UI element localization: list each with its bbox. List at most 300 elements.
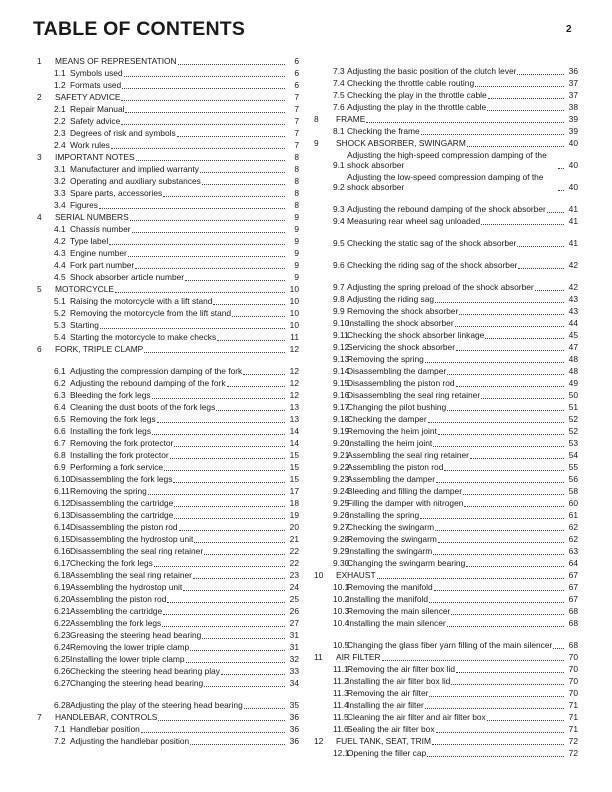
toc-entry-label <box>347 402 566 412</box>
dot-leader <box>227 385 285 387</box>
toc-section-entry[interactable] <box>314 437 578 449</box>
toc-entry-number: 6.8 <box>54 450 66 461</box>
toc-entry-label <box>347 414 566 424</box>
toc-entry-title: Changing the swingarm bearing <box>347 558 466 569</box>
toc-entry-title: Checking the damper <box>347 414 427 425</box>
toc-entry-number: 2.1 <box>54 104 66 115</box>
toc-section-entry[interactable] <box>314 747 578 759</box>
toc-section-entry[interactable] <box>314 377 578 389</box>
toc-section-entry[interactable] <box>37 67 299 79</box>
toc-section-entry[interactable] <box>37 653 299 665</box>
toc-entry-label <box>70 582 287 592</box>
toc-entry-label <box>70 378 287 388</box>
dot-leader <box>518 267 564 269</box>
toc-entry-title: Assembling the hydrostop unit <box>70 582 183 593</box>
toc-entry-title: Disassembling the damper <box>347 366 447 377</box>
toc-entry-title: Disassembling the seal ring retainer <box>347 390 481 401</box>
toc-entry-label <box>70 248 287 258</box>
dot-leader <box>435 301 564 303</box>
dot-leader <box>144 351 285 353</box>
toc-entry-page: 13 <box>289 402 299 413</box>
toc-entry-page: 42 <box>568 260 578 271</box>
toc-section-entry[interactable] <box>314 557 578 569</box>
toc-entry-number: 9.22 <box>333 462 350 473</box>
toc-section-entry[interactable] <box>37 389 299 401</box>
toc-chapter-entry[interactable] <box>37 343 299 355</box>
toc-section-entry[interactable] <box>314 629 578 651</box>
toc-entry-page: 52 <box>568 426 578 437</box>
toc-entry-title: Checking the throttle cable routing <box>347 78 475 89</box>
toc-section-entry[interactable] <box>314 723 578 735</box>
toc-entry-number: 9.4 <box>333 216 345 227</box>
toc-entry-number: 9 <box>314 138 319 149</box>
dot-leader <box>232 315 285 317</box>
toc-entry-number: 7.5 <box>333 90 345 101</box>
toc-section-entry[interactable] <box>37 593 299 605</box>
toc-section-entry[interactable] <box>314 533 578 545</box>
toc-section-entry[interactable] <box>314 425 578 437</box>
toc-entry-number: 2 <box>37 92 42 103</box>
toc-section-entry[interactable] <box>37 605 299 617</box>
toc-entry-page: 12 <box>289 378 299 389</box>
toc-entry-label <box>55 92 287 102</box>
toc-section-entry[interactable] <box>37 247 299 259</box>
toc-entry-label <box>336 138 566 148</box>
toc-section-entry[interactable] <box>314 341 578 353</box>
toc-section-entry[interactable] <box>37 259 299 271</box>
toc-section-entry[interactable] <box>37 127 299 139</box>
toc-entry-label <box>70 462 287 472</box>
toc-entry-title: Removing the fork legs <box>70 414 156 425</box>
toc-entry-number: 6.23 <box>54 630 71 641</box>
toc-section-entry[interactable] <box>314 449 578 461</box>
toc-section-entry[interactable] <box>314 497 578 509</box>
toc-entry-label <box>347 126 566 136</box>
toc-column-right <box>314 55 578 759</box>
toc-entry-page: 38 <box>568 102 578 113</box>
toc-entry-label <box>347 330 566 340</box>
toc-section-entry[interactable] <box>37 449 299 461</box>
toc-entry-label <box>347 510 566 520</box>
dot-leader <box>136 159 285 161</box>
toc-entry-label <box>347 522 566 532</box>
toc-section-entry[interactable] <box>314 711 578 723</box>
toc-section-entry[interactable] <box>37 139 299 151</box>
toc-section-entry[interactable] <box>314 55 578 77</box>
toc-section-entry[interactable] <box>37 509 299 521</box>
toc-section-entry[interactable] <box>37 331 299 343</box>
toc-entry-label <box>70 296 287 306</box>
toc-chapter-entry[interactable] <box>314 735 578 747</box>
toc-entry-page: 52 <box>568 414 578 425</box>
toc-entry-number: 6.2 <box>54 378 66 389</box>
dot-leader <box>438 541 564 543</box>
toc-entry-title: Removing the shock absorber <box>347 306 459 317</box>
dot-leader <box>185 279 285 281</box>
toc-section-entry[interactable] <box>37 79 299 91</box>
toc-entry-page: 64 <box>568 558 578 569</box>
toc-entry-number: 6.17 <box>54 558 71 569</box>
toc-entry-page: 8 <box>294 164 299 175</box>
toc-entry-number: 9.9 <box>333 306 345 317</box>
dot-leader <box>459 313 564 315</box>
toc-entry-title: Fork part number <box>70 260 135 271</box>
toc-section-entry[interactable] <box>314 675 578 687</box>
toc-entry-page: 36 <box>289 736 299 747</box>
toc-entry-page: 44 <box>568 318 578 329</box>
toc-chapter-entry[interactable] <box>37 283 299 295</box>
toc-section-entry[interactable] <box>314 171 578 193</box>
toc-entry-label <box>347 618 566 628</box>
toc-section-entry[interactable] <box>37 187 299 199</box>
toc-entry-page: 12 <box>289 390 299 401</box>
toc-entry-page: 22 <box>289 546 299 557</box>
toc-section-entry[interactable] <box>314 485 578 497</box>
toc-entry-title: Disassembling the hydrostop unit <box>70 534 194 545</box>
toc-section-entry[interactable] <box>37 677 299 689</box>
toc-section-entry[interactable] <box>314 353 578 365</box>
toc-entry-label <box>70 116 287 126</box>
toc-entry-label <box>347 318 566 328</box>
toc-entry-number: 9.8 <box>333 294 345 305</box>
toc-entry-page: 48 <box>568 366 578 377</box>
toc-entry-number: 1 <box>37 56 42 67</box>
toc-section-entry[interactable] <box>37 689 299 711</box>
toc-entry-number: 9.23 <box>333 474 350 485</box>
toc-section-entry[interactable] <box>37 485 299 497</box>
toc-entry-page: 56 <box>568 474 578 485</box>
toc-section-entry[interactable] <box>37 163 299 175</box>
dot-leader <box>190 743 285 745</box>
dot-leader <box>167 601 285 603</box>
toc-entry-number: 11.4 <box>333 700 349 711</box>
toc-entry-label <box>70 618 287 628</box>
dot-leader <box>243 373 285 375</box>
toc-entry-label <box>347 688 566 698</box>
toc-entry-label <box>70 128 287 138</box>
toc-entry-page: 19 <box>289 510 299 521</box>
toc-section-entry[interactable] <box>314 215 578 227</box>
toc-entry-number: 6.20 <box>54 594 71 605</box>
toc-entry-title: Adjusting the play in the throttle cable <box>347 102 487 113</box>
toc-entry-title: Engine number <box>70 248 127 259</box>
toc-entry-page: 68 <box>568 618 578 629</box>
toc-entry-label <box>347 462 566 472</box>
toc-entry-page: 15 <box>289 450 299 461</box>
toc-entry-label <box>70 474 287 484</box>
toc-entry-page: 42 <box>568 282 578 293</box>
toc-section-entry[interactable] <box>314 365 578 377</box>
toc-entry-page: 72 <box>568 748 578 759</box>
toc-chapter-entry[interactable] <box>37 151 299 163</box>
toc-section-entry[interactable] <box>314 581 578 593</box>
toc-entry-title: SHOCK ABSORBER, SWINGARM <box>336 138 466 149</box>
dot-leader <box>553 647 564 649</box>
toc-entry-label <box>347 426 566 436</box>
toc-section-entry[interactable] <box>314 125 578 137</box>
toc-entry-label <box>347 640 566 650</box>
toc-section-entry[interactable] <box>37 401 299 413</box>
toc-entry-page: 68 <box>568 606 578 617</box>
toc-entry-number: 12 <box>314 736 324 747</box>
toc-section-entry[interactable] <box>37 665 299 677</box>
toc-section-entry[interactable] <box>37 569 299 581</box>
toc-entry-title: Spare parts, accessories <box>70 188 163 199</box>
toc-entry-title: Removing the spring <box>347 354 424 365</box>
toc-section-entry[interactable] <box>314 77 578 89</box>
toc-entry-page: 9 <box>294 212 299 223</box>
toc-section-entry[interactable] <box>37 115 299 127</box>
toc-entry-page: 17 <box>289 486 299 497</box>
toc-entry-label <box>70 140 287 150</box>
toc-chapter-entry[interactable] <box>314 569 578 581</box>
toc-entry-title: Installing the air filter <box>347 700 424 711</box>
toc-entry-title: Opening the filler cap <box>347 748 427 759</box>
toc-section-entry[interactable] <box>37 425 299 437</box>
toc-entry-number: 6.1 <box>54 366 66 377</box>
toc-entry-number: 11.2 <box>333 676 349 687</box>
toc-section-entry[interactable] <box>37 271 299 283</box>
toc-entry-title: Checking the steering head bearing play <box>70 666 220 677</box>
dot-leader <box>366 121 564 123</box>
toc-section-entry[interactable] <box>37 581 299 593</box>
toc-section-entry[interactable] <box>314 545 578 557</box>
toc-entry-title: Disassembling the cartridge <box>70 510 174 521</box>
toc-section-entry[interactable] <box>314 293 578 305</box>
toc-chapter-entry[interactable] <box>314 137 578 149</box>
dot-leader <box>456 385 564 387</box>
toc-section-entry[interactable] <box>37 545 299 557</box>
dot-leader <box>455 325 564 327</box>
dot-leader <box>432 743 564 745</box>
toc-entry-title: Adjusting the play of the steering head bearing <box>70 700 243 711</box>
toc-section-entry[interactable] <box>37 377 299 389</box>
toc-entry-title: Installing the swingarm <box>347 546 433 557</box>
toc-entry-label <box>347 606 566 616</box>
toc-entry-title: Manufacturer and implied warranty <box>70 164 199 175</box>
toc-section-entry[interactable] <box>37 199 299 211</box>
toc-entry-number: 6.21 <box>54 606 71 617</box>
toc-entry-label <box>347 90 566 100</box>
toc-entry-label <box>70 366 287 376</box>
toc-entry-page: 36 <box>568 66 578 77</box>
toc-entry-label <box>70 534 287 544</box>
toc-entry-number: 9.2 <box>333 182 345 193</box>
toc-chapter-entry[interactable] <box>37 91 299 103</box>
toc-section-entry[interactable] <box>37 437 299 449</box>
toc-entry-label <box>70 260 287 270</box>
toc-section-entry[interactable] <box>37 175 299 187</box>
toc-section-entry[interactable] <box>314 473 578 485</box>
toc-entry-page: 50 <box>568 390 578 401</box>
dot-leader <box>100 327 285 329</box>
toc-entry-title: Adjusting the spring preload of the shock absorber <box>347 282 534 293</box>
toc-section-entry[interactable] <box>37 641 299 653</box>
dot-leader <box>558 189 564 191</box>
toc-entry-number: 7.3 <box>333 66 345 77</box>
toc-entry-label <box>70 104 287 114</box>
toc-entry-title: Assembling the seal ring retainer <box>70 570 192 581</box>
dot-leader <box>475 85 564 87</box>
toc-section-entry[interactable] <box>37 103 299 115</box>
toc-section-entry[interactable] <box>37 557 299 569</box>
toc-section-entry[interactable] <box>37 629 299 641</box>
toc-section-entry[interactable] <box>314 509 578 521</box>
toc-entry-page: 39 <box>568 114 578 125</box>
dot-leader <box>111 147 285 149</box>
toc-entry-page: 21 <box>289 534 299 545</box>
toc-section-entry[interactable] <box>314 521 578 533</box>
toc-section-entry[interactable] <box>314 101 578 113</box>
toc-entry-label <box>347 546 566 556</box>
toc-entry-title: Figures <box>70 200 98 211</box>
toc-entry-label <box>347 354 566 364</box>
dot-leader <box>213 303 285 305</box>
toc-entry-label <box>70 510 287 520</box>
toc-entry-number: 4.5 <box>54 272 66 283</box>
toc-entry-number: 3.4 <box>54 200 66 211</box>
toc-entry-title: Filling the damper with nitrogen <box>347 498 464 509</box>
toc-section-entry[interactable] <box>37 235 299 247</box>
toc-section-entry[interactable] <box>37 413 299 425</box>
toc-entry-label <box>347 558 566 568</box>
toc-entry-label <box>55 712 287 722</box>
toc-section-entry[interactable] <box>37 473 299 485</box>
toc-section-entry[interactable] <box>314 89 578 101</box>
toc-entry-label <box>70 176 287 186</box>
toc-section-entry[interactable] <box>314 305 578 317</box>
toc-entry-title: FUEL TANK, SEAT, TRIM <box>336 736 431 747</box>
toc-entry-page: 48 <box>568 354 578 365</box>
toc-entry-label <box>347 238 566 248</box>
toc-section-entry[interactable] <box>314 461 578 473</box>
toc-section-entry[interactable] <box>37 295 299 307</box>
toc-chapter-entry[interactable] <box>37 55 299 67</box>
dot-leader <box>122 87 285 89</box>
dot-leader <box>202 183 285 185</box>
toc-entry-number: 10.3 <box>333 606 350 617</box>
toc-entry-page: 10 <box>289 308 299 319</box>
toc-entry-label <box>70 594 287 604</box>
toc-section-entry[interactable] <box>314 663 578 675</box>
toc-entry-number: 6.10 <box>54 474 71 485</box>
toc-section-entry[interactable] <box>37 307 299 319</box>
toc-section-entry[interactable] <box>37 319 299 331</box>
page-number: 2 <box>566 24 572 35</box>
toc-entry-label <box>347 474 566 484</box>
toc-entry-title: Adjusting the low-speed compression damping of the shock absorber <box>347 172 544 193</box>
toc-section-entry[interactable] <box>37 521 299 533</box>
toc-entry-number: 2.2 <box>54 116 66 127</box>
toc-entry-number: 6.22 <box>54 618 71 629</box>
toc-section-entry[interactable] <box>314 317 578 329</box>
toc-entry-number: 9.21 <box>333 450 350 461</box>
toc-section-entry[interactable] <box>314 227 578 249</box>
toc-section-entry[interactable] <box>314 687 578 699</box>
toc-entry-page: 67 <box>568 570 578 581</box>
toc-section-entry[interactable] <box>314 593 578 605</box>
toc-entry-number: 6.3 <box>54 390 66 401</box>
toc-entry-title: Installing the fork legs <box>70 426 152 437</box>
toc-entry-number: 4.3 <box>54 248 66 259</box>
toc-entry-page: 9 <box>294 272 299 283</box>
toc-entry-title: Adjusting the basic position of the clutch lever <box>347 66 517 77</box>
toc-section-entry[interactable] <box>37 735 299 747</box>
dot-leader <box>447 409 564 411</box>
toc-section-entry[interactable] <box>314 249 578 271</box>
toc-entry-page: 61 <box>568 510 578 521</box>
toc-entry-label <box>70 486 287 496</box>
toc-entry-label <box>70 450 287 460</box>
toc-chapter-entry[interactable] <box>314 651 578 663</box>
toc-entry-title: Installing the heim joint <box>347 438 433 449</box>
toc-section-entry[interactable] <box>37 355 299 377</box>
toc-entry-page: 71 <box>568 724 578 735</box>
dot-leader <box>421 133 564 135</box>
dot-leader <box>451 683 564 685</box>
toc-entry-number: 9.10 <box>333 318 350 329</box>
toc-section-entry[interactable] <box>314 699 578 711</box>
toc-entry-page: 54 <box>568 450 578 461</box>
toc-entry-page: 60 <box>568 498 578 509</box>
toc-entry-page: 10 <box>289 296 299 307</box>
toc-chapter-entry[interactable] <box>314 113 578 125</box>
dot-leader <box>135 267 285 269</box>
toc-entry-page: 12 <box>289 344 299 355</box>
dot-leader <box>425 707 564 709</box>
toc-entry-number: 7.4 <box>333 78 345 89</box>
toc-section-entry[interactable] <box>314 389 578 401</box>
toc-entry-number: 9.11 <box>333 330 349 341</box>
toc-section-entry[interactable] <box>314 193 578 215</box>
toc-chapter-entry[interactable] <box>37 711 299 723</box>
toc-section-entry[interactable] <box>37 461 299 473</box>
dot-leader <box>148 493 285 495</box>
toc-section-entry[interactable] <box>314 413 578 425</box>
toc-entry-page: 15 <box>289 462 299 473</box>
toc-section-entry[interactable] <box>37 223 299 235</box>
dot-leader <box>183 589 285 591</box>
toc-entry-number: 11.3 <box>333 688 349 699</box>
toc-entry-label <box>347 294 566 304</box>
toc-entry-number: 5 <box>37 284 42 295</box>
toc-entry-page: 26 <box>289 606 299 617</box>
toc-entry-title: Removing the fork protector <box>70 438 174 449</box>
toc-section-entry[interactable] <box>314 617 578 629</box>
toc-chapter-entry[interactable] <box>37 211 299 223</box>
toc-entry-page: 7 <box>294 116 299 127</box>
toc-entry-label <box>55 212 287 222</box>
toc-section-entry[interactable] <box>314 401 578 413</box>
dot-leader <box>436 731 564 733</box>
toc-section-entry[interactable] <box>314 149 578 171</box>
toc-entry-number: 9.1 <box>333 160 345 171</box>
toc-entry-title: Adjusting the handlebar position <box>70 736 190 747</box>
toc-section-entry[interactable] <box>37 497 299 509</box>
toc-entry-title: Sealing the air filter box <box>347 724 435 735</box>
toc-entry-number: 9.14 <box>333 366 350 377</box>
toc-entry-title: Bleeding and filling the damper <box>347 486 463 497</box>
toc-section-entry[interactable] <box>314 605 578 617</box>
toc-entry-page: 15 <box>289 474 299 485</box>
toc-entry-label <box>70 414 287 424</box>
toc-section-entry[interactable] <box>314 271 578 293</box>
toc-section-entry[interactable] <box>314 329 578 341</box>
toc-section-entry[interactable] <box>37 617 299 629</box>
toc-section-entry[interactable] <box>37 533 299 545</box>
toc-entry-title: Assembling the piston rod <box>70 594 167 605</box>
toc-section-entry[interactable] <box>37 723 299 735</box>
